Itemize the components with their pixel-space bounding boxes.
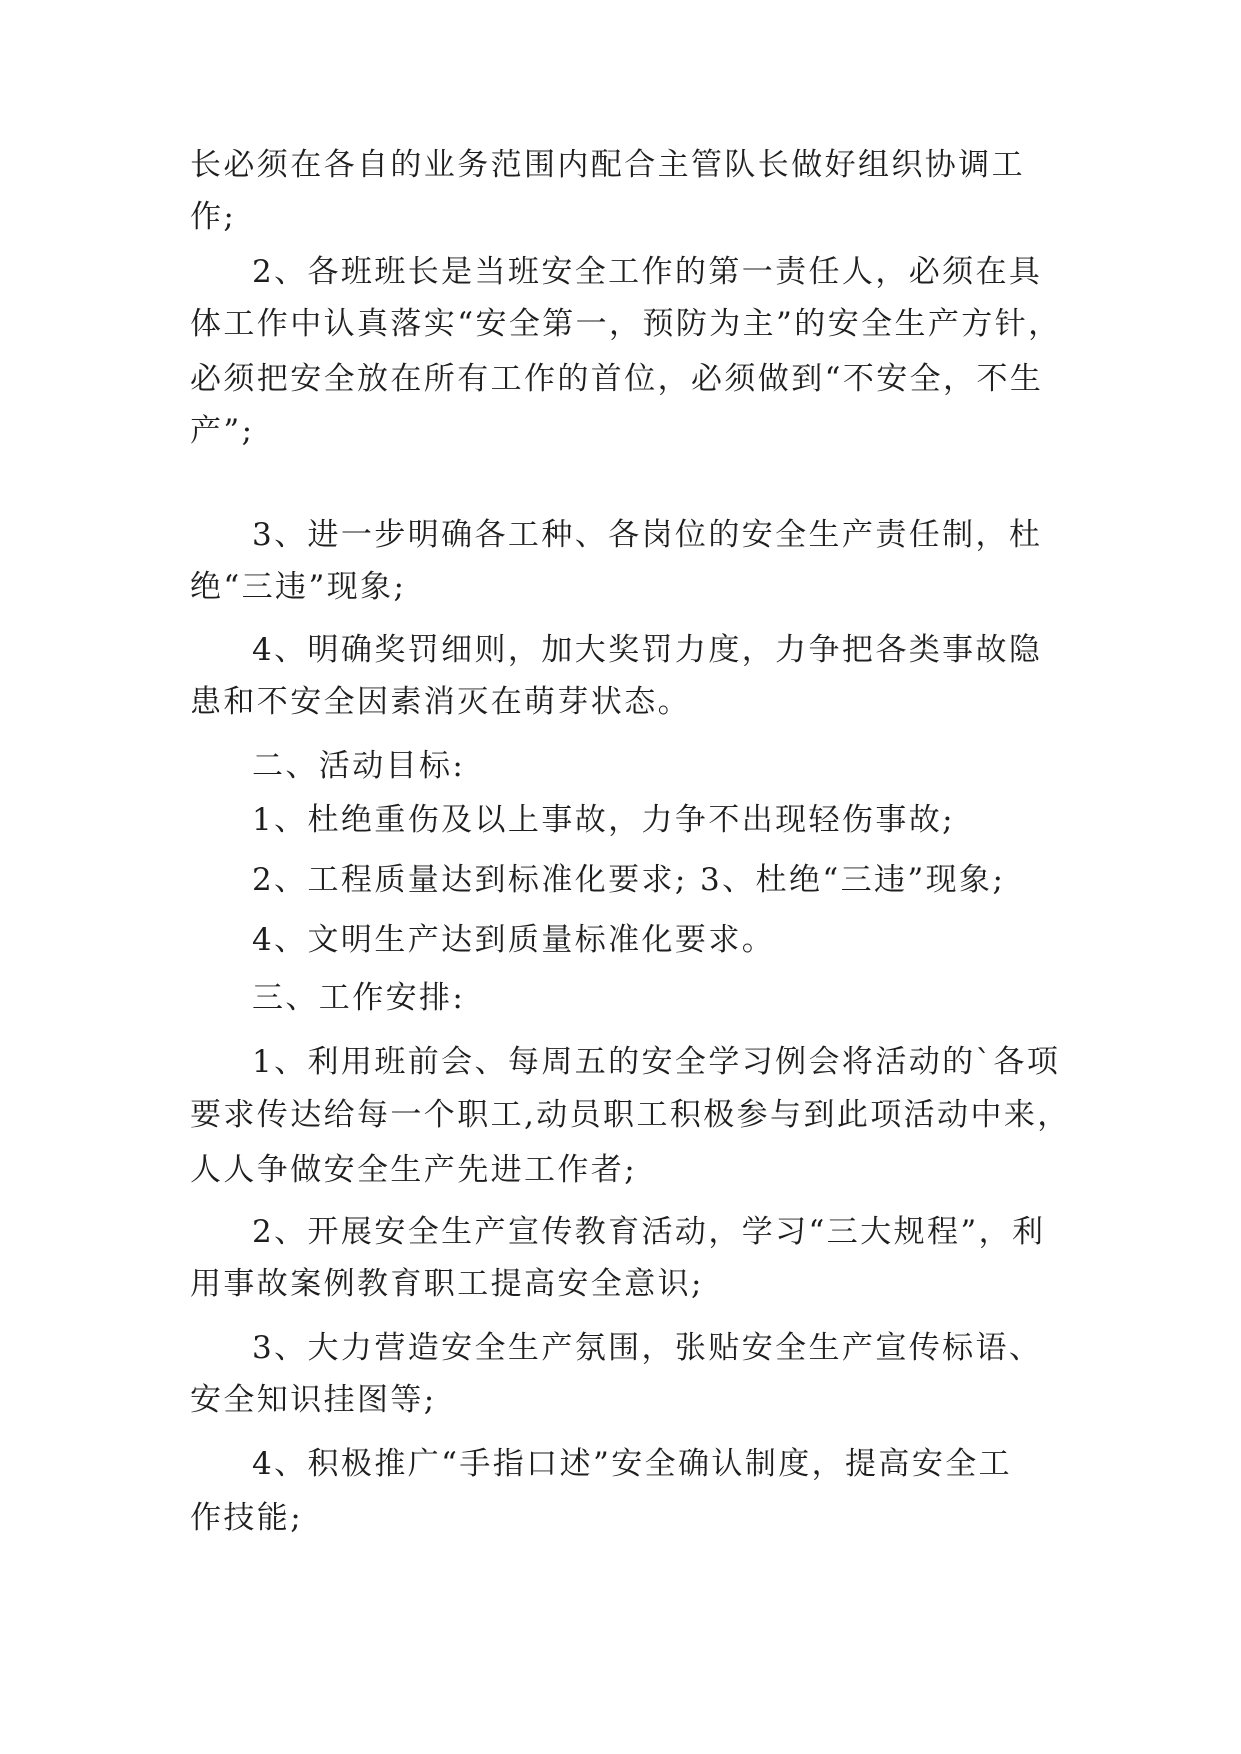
text-line: 体工作中认真落实“安全第一，预防为主”的安全生产方针， — [190, 306, 1062, 342]
text-line: 2、工程质量达到标准化要求; 3、杜绝“三违”现象; — [252, 862, 1006, 898]
text-line: 4、文明生产达到质量标准化要求。 — [252, 922, 776, 958]
text-line: 作; — [190, 199, 237, 235]
text-line: 人人争做安全生产先进工作者; — [190, 1152, 638, 1188]
text-line: 患和不安全因素消灭在萌芽状态。 — [190, 684, 691, 720]
text-line: 绝“三违”现象; — [190, 569, 407, 605]
text-line: 作技能; — [190, 1500, 304, 1536]
text-line: 3、进一步明确各工种、各岗位的安全生产责任制，杜 — [252, 517, 1043, 553]
text-line: 长必须在各自的业务范围内配合主管队长做好组织协调工 — [190, 147, 1025, 183]
text-line: 用事故案例教育职工提高安全意识; — [190, 1266, 704, 1302]
text-line: 1、利用班前会、每周五的安全学习例会将活动的`各项 — [252, 1044, 1061, 1080]
text-line: 1、杜绝重伤及以上事故，力争不出现轻伤事故; — [252, 802, 955, 838]
text-line: 4、明确奖罚细则，加大奖罚力度，力争把各类事故隐 — [252, 632, 1043, 668]
section-heading: 三、工作安排: — [252, 980, 466, 1016]
text-line: 产”; — [190, 413, 255, 449]
text-line: 2、各班班长是当班安全工作的第一责任人，必须在具 — [252, 254, 1043, 290]
text-line: 3、大力营造安全生产氛围，张贴安全生产宣传标语、 — [252, 1330, 1043, 1366]
text-line: 2、开展安全生产宣传教育活动，学习“三大规程”，利 — [252, 1214, 1046, 1250]
text-line: 安全知识挂图等; — [190, 1382, 437, 1418]
text-line: 4、积极推广“手指口述”安全确认制度，提高安全工 — [252, 1446, 1013, 1482]
text-line: 必须把安全放在所有工作的首位，必须做到“不安全，不生 — [190, 361, 1044, 397]
section-heading: 二、活动目标: — [252, 748, 466, 784]
text-line: 要求传达给每一个职工,动员职工积极参与到此项活动中来， — [190, 1097, 1071, 1133]
